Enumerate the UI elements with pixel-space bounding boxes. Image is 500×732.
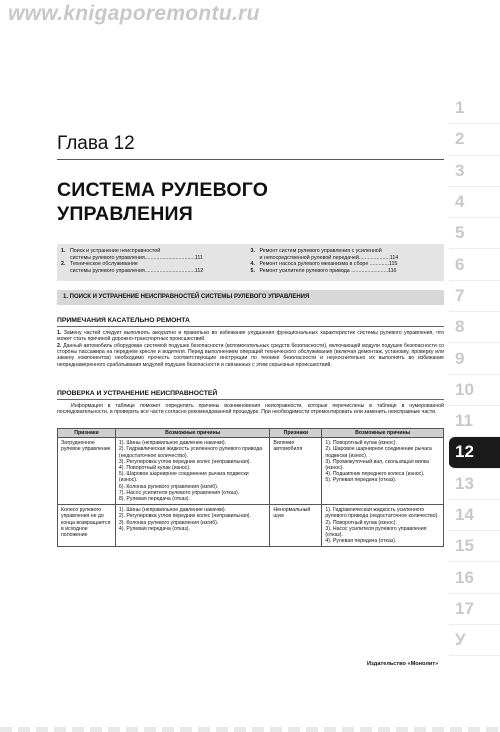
chapter-tab-4[interactable]: 4 <box>449 187 500 218</box>
cause-item: 1). Шины (неправильное давление накачки). <box>118 440 227 447</box>
chapter-tab-1[interactable]: 1 <box>449 93 500 124</box>
header-causes-right: Возможные причины <box>322 429 444 438</box>
chapter-title <box>57 178 437 226</box>
toc-item[interactable] <box>251 268 441 275</box>
symptom-cell: Виляние автомобиля <box>270 438 322 505</box>
note-2-text: Данный автомобиль оборудован системой подушек безопасности (вспомогательных средств безопасности), включающей модули подушек безопасности со стороны пассажира на переднем кресле и водителя. Перед выполнением операций технического обслуживания (включая демонтаж, установку, проверку или замену компонентов) необходимо прочесть соответствующие инструкции по технике безопасности и неукоснительно их выполнять во избежание непреднамеренного срабатывания модулей подушек безопасности и связанных с этим серьезных происшествий. <box>57 343 444 368</box>
toc-num <box>61 255 70 262</box>
header-symptom-right: Признаки <box>270 429 322 438</box>
chapter-tab-2[interactable]: 2 <box>449 124 500 155</box>
toc-left-column <box>61 248 251 281</box>
causes-cell <box>115 438 269 505</box>
cause-item: 1). Поворотный кулак (износ). <box>325 440 397 447</box>
note-1-num: 1. <box>57 330 62 336</box>
toc-item[interactable] <box>61 248 251 255</box>
toc-num: 4. <box>250 261 255 268</box>
cause-item: 2). Шаровое шарнирное соединение рычага подвески (износ). <box>325 446 432 459</box>
toc-item[interactable] <box>251 261 441 268</box>
cause-item: 4). Рулевая передача (отказ). <box>325 538 397 545</box>
toc-text: Ремонт усилителя рулевого привода .........................116 <box>259 267 397 274</box>
chapter-title-line2: УПРАВЛЕНИЯ <box>57 203 193 225</box>
causes-cell <box>322 505 444 547</box>
chapter-tabs <box>449 93 500 656</box>
note-1 <box>57 330 444 342</box>
toc-num: 2. <box>61 261 66 268</box>
toc-num: 1. <box>61 248 66 254</box>
toc-text: Ремонт насоса рулевого механизма в сборе .............115 <box>259 261 398 268</box>
toc-item[interactable] <box>251 255 441 262</box>
toc-num <box>251 255 260 262</box>
header-causes-left: Возможные причины <box>115 429 269 438</box>
toc-item[interactable] <box>61 255 251 262</box>
cause-item: 1). Гидравлическая жидкость усиленного рулевого привода (недостаточное количество). <box>325 507 439 520</box>
toc-item[interactable] <box>61 261 251 268</box>
section-title-bar: 1. ПОИСК И УСТРАНЕНИЕ НЕИСПРАВНОСТЕЙ СИСТЕМЫ РУЛЕВОГО УПРАВЛЕНИЯ <box>57 290 444 305</box>
cause-item: 5). Рулевая передача (отказ). <box>325 477 397 484</box>
symptom-cell: Колесо рулевого управления не до конца возвращается в исходное положение <box>58 505 116 547</box>
diagnostics-intro: Информация в таблице поможет определить причины возникновения неисправности, которые перечислены в таблице в нумерованной последовательности, и проверить все части согласно рекомендованной процедуре. При необходимости отремонтировать или заменить неисправные части. <box>57 403 444 416</box>
toc-text: системы рулевого управления..................................111 <box>70 254 203 261</box>
cause-item: 3). Насос усилителя рулевого управления (отказ). <box>325 525 427 539</box>
symptom-cell: Затрудненное рулевое управление <box>58 438 116 505</box>
causes-cell <box>115 505 269 547</box>
chapter-tab-17[interactable]: 17 <box>449 594 500 625</box>
cause-item: 2). Регулировка углов передних колес (неправильная). <box>118 513 251 520</box>
cause-item: 7). Насос усилителя рулевого управления (отказ). <box>118 489 240 496</box>
cause-item: 4). Подшипник переднего колеса (износ). <box>325 471 425 478</box>
toc-num <box>61 268 70 275</box>
chapter-title-line1: СИСТЕМА РУЛЕВОГО <box>57 179 269 201</box>
table-row <box>58 505 444 547</box>
diagnostics-heading: ПРОВЕРКА И УСТРАНЕНИЕ НЕИСПРАВНОСТЕЙ <box>57 390 218 397</box>
toc-item[interactable] <box>251 248 441 255</box>
chapter-tab-5[interactable]: 5 <box>449 218 500 249</box>
cause-item: 4). Поворотный кулак (износ). <box>118 465 191 472</box>
chapter-divider <box>57 159 444 160</box>
toc-text: Поиск и устранение неисправностей <box>70 248 161 254</box>
symptom-cell: Ненормальный шум <box>270 505 322 547</box>
chapter-tab-9[interactable]: 9 <box>449 343 500 374</box>
causes-cell <box>322 438 444 505</box>
chapter-tab-8[interactable]: 8 <box>449 312 500 343</box>
cause-item: 8). Рулевая передача (отказ). <box>118 496 190 503</box>
cause-item: 5). Шаровое шарнирное соединение рычага подвески (износ). <box>118 471 249 484</box>
header-symptom-left: Признаки <box>58 429 116 438</box>
chapter-tab-7[interactable]: 7 <box>449 281 500 312</box>
cause-item: 1). Шины (неправильное давление накачки). <box>118 507 227 514</box>
table-of-contents <box>57 244 444 281</box>
cause-item: 3). Колонка рулевого управления (изгиб). <box>118 519 219 526</box>
cause-item: 4). Рулевая передача (отказ). <box>118 525 190 532</box>
chapter-tab-12[interactable]: 12 <box>449 437 500 468</box>
chapter-tab-15[interactable]: 15 <box>449 531 500 562</box>
table-header-row <box>58 429 444 438</box>
toc-text: и непосредственной рулевой передачей.....................114 <box>259 254 399 261</box>
toc-num: 5. <box>250 267 255 274</box>
chapter-tab-10[interactable]: 10 <box>449 375 500 406</box>
table-row <box>58 438 444 505</box>
chapter-tab-16[interactable]: 16 <box>449 562 500 593</box>
toc-item[interactable] <box>61 268 251 275</box>
chapter-label: Глава 12 <box>57 133 135 154</box>
toc-text: Ремонт систем рулевого управления с усиленной <box>259 248 382 254</box>
note-2-num: 2. <box>57 343 62 349</box>
cause-item: 6). Колонка рулевого управления (изгиб). <box>118 483 219 490</box>
cause-item: 2). Поворотный кулак (износ). <box>325 519 397 526</box>
notes-divider <box>57 326 444 327</box>
chapter-tab-6[interactable]: 6 <box>449 249 500 280</box>
cause-item: 3). Промежуточный вал, скользящая вилка (износ). <box>325 458 430 472</box>
diagnostics-table <box>57 428 444 547</box>
toc-text: Техническое обслуживание <box>70 261 138 268</box>
note-1-text: Замену частей следует выполнять аккуратно и правильно во избежание ухудшения функциональных характеристик системы рулевого управления, что может стать причиной дорожно-транспортных происшествий. <box>57 330 444 343</box>
toc-text: системы рулевого управления..................................112 <box>70 267 204 274</box>
cause-item: 3). Регулировка углов передних колес (неправильная). <box>118 458 251 465</box>
toc-right-column <box>251 248 441 281</box>
toc-num: 3. <box>250 248 255 254</box>
bottom-strip <box>0 727 500 732</box>
watermark-url: www.knigaporemontu.ru <box>8 2 260 25</box>
chapter-tab-3[interactable]: 3 <box>449 156 500 187</box>
notes-heading: ПРИМЕЧАНИЯ КАСАТЕЛЬНО РЕМОНТА <box>57 317 190 324</box>
chapter-tab-11[interactable]: 11 <box>449 406 500 437</box>
chapter-tab-14[interactable]: 14 <box>449 500 500 531</box>
chapter-tab-18[interactable]: У <box>449 625 500 656</box>
publisher-label: Издательство «Монолит» <box>367 661 439 667</box>
chapter-tab-13[interactable]: 13 <box>449 469 500 500</box>
note-2 <box>57 343 444 368</box>
cause-item: 2). Гидравлическая жидкость усиленного рулевого привода (недостаточное количество). <box>118 446 263 459</box>
diagnostics-divider <box>57 399 444 400</box>
